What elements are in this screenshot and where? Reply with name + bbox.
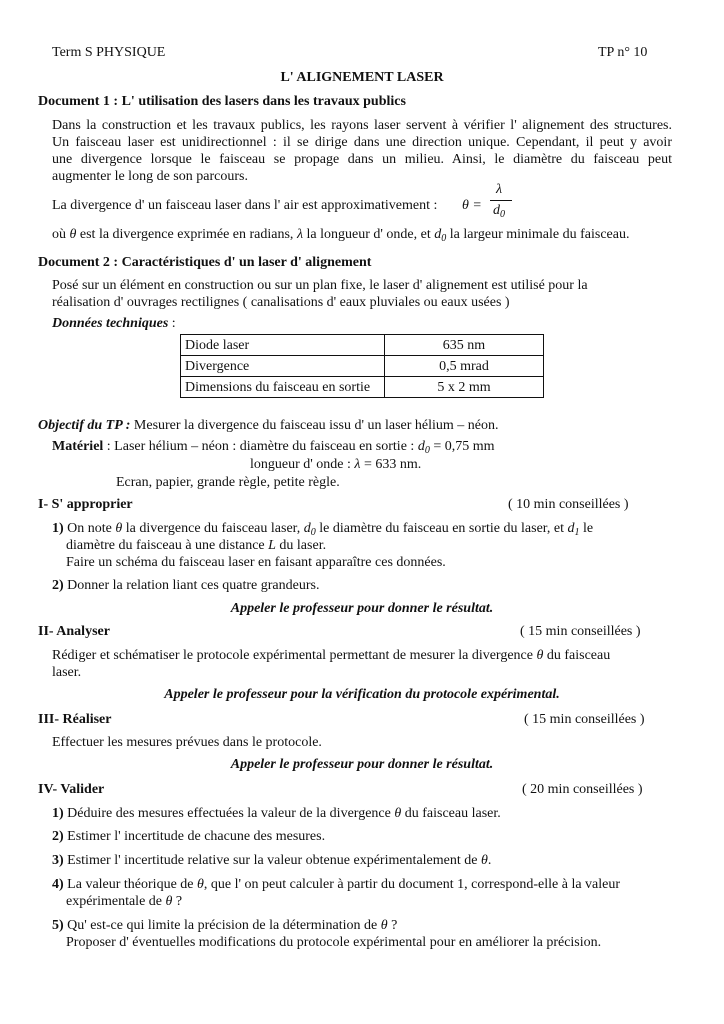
section-3-time: ( 15 min conseillées ) <box>524 712 645 727</box>
doc1-heading: Document 1 : L' utilisation des lasers dans les travaux publics <box>38 94 406 109</box>
objective: Objectif du TP : Mesurer la divergence du faisceau issu d' un laser hélium – néon. <box>38 418 499 433</box>
s4-q3: 3) Estimer l' incertitude relative sur la valeur obtenue expérimentalement de θ. <box>52 853 492 868</box>
s1-q2: 2) Donner la relation liant ces quatre grandeurs. <box>52 578 320 593</box>
table-cell-value: 5 x 2 mm <box>385 377 544 398</box>
doc1-line-4: augmenter le long de son parcours. <box>52 169 248 184</box>
fraction-bar <box>490 200 512 201</box>
s1-q1-line-3: Faire un schéma du faisceau laser en faisant apparaître ces données. <box>66 555 446 570</box>
s2-text-line-1: Rédiger et schématiser le protocole expérimental permettant de mesurer la divergence θ du faisceau <box>52 648 611 663</box>
header-left: Term S PHYSIQUE <box>52 45 166 60</box>
doc1-line-1: Dans la construction et les travaux publics, les rayons laser servent à vérifier l' alignement des structures. <box>52 118 672 133</box>
s4-q5-line-2: Proposer d' éventuelles modifications du protocole expérimental pour en améliorer la précision. <box>66 935 602 950</box>
table-row <box>181 377 544 398</box>
s4-q4-line-1: 4) La valeur théorique de θ, que l' on peut calculer à partir du document 1, correspond-elle à la valeur <box>52 877 621 892</box>
page-title: L' ALIGNEMENT LASER <box>280 70 444 85</box>
tech-table <box>180 334 544 398</box>
section-1-time: ( 10 min conseillées ) <box>508 497 629 512</box>
doc1-line-3: une divergence lorsque le faisceau se propage dans un milieu. Ainsi, le diamètre du faisceau peut <box>52 152 672 167</box>
s4-q1: 1) Déduire des mesures effectuées la valeur de la divergence θ du faisceau laser. <box>52 806 501 821</box>
s1-call-teacher: Appeler le professeur pour donner le résultat. <box>230 601 494 616</box>
material-line-3: Ecran, papier, grande règle, petite règle. <box>116 475 340 490</box>
formula-numerator: λ <box>496 182 503 197</box>
formula-fraction <box>490 181 512 221</box>
section-4-title: IV- Valider <box>38 782 105 797</box>
formula-intro: La divergence d' un faisceau laser dans l' air est approximativement : <box>52 198 438 213</box>
section-3-title: III- Réaliser <box>38 712 112 727</box>
table-row <box>181 356 544 377</box>
header-right: TP n° 10 <box>598 45 648 60</box>
table-cell-label: Divergence <box>181 356 385 377</box>
s2-call-teacher: Appeler le professeur pour la vérification du protocole expérimental. <box>164 687 560 702</box>
table-cell-value: 635 nm <box>385 335 544 356</box>
formula-denominator: $d_0$ <box>493 203 505 220</box>
s2-text-line-2: laser. <box>52 665 82 680</box>
s1-q1-line-1: 1) On note θ la divergence du faisceau laser, $d_0$ le diamètre du faisceau en sortie du laser, et $d_1$ le <box>52 521 594 538</box>
doc2-line-2: réalisation d' ouvrages rectilignes ( canalisations d' eaux pluviales ou eaux usées ) <box>52 295 510 310</box>
formula-lhs: θ = <box>462 198 482 213</box>
s4-q5-line-1: 5) Qu' est-ce qui limite la précision de la détermination de θ ? <box>52 918 398 933</box>
section-2-time: ( 15 min conseillées ) <box>520 624 641 639</box>
material-line-1: Matériel : Laser hélium – néon : diamètre du faisceau en sortie : $d_0 = 0,75$ mm <box>52 439 495 456</box>
tech-data-label: Données techniques : <box>52 316 176 331</box>
doc1-definitions: où θ est la divergence exprimée en radians, λ la longueur d' onde, et $d_0$ la largeur minimale du faisceau. <box>52 227 630 244</box>
s1-q1-line-2: diamètre du faisceau à une distance L du laser. <box>66 538 327 553</box>
section-2-title: II- Analyser <box>38 624 110 639</box>
section-1-title: I- S' approprier <box>38 497 133 512</box>
table-cell-value: 0,5 mrad <box>385 356 544 377</box>
material-line-2: longueur d' onde : λ = 633 nm. <box>250 457 422 472</box>
doc1-line-2: Un faisceau laser est unidirectionnel : il se dirige dans une direction unique. Cependant, il peut y avoir <box>52 135 672 150</box>
s4-q2: 2) Estimer l' incertitude de chacune des mesures. <box>52 829 326 844</box>
table-cell-label: Dimensions du faisceau en sortie <box>181 377 385 398</box>
s3-call-teacher: Appeler le professeur pour donner le résultat. <box>230 757 494 772</box>
s3-text: Effectuer les mesures prévues dans le protocole. <box>52 735 322 750</box>
s4-q4-line-2: expérimentale de θ ? <box>66 894 183 909</box>
doc2-line-1: Posé sur un élément en construction ou sur un plan fixe, le laser d' alignement est utilisé pour la <box>52 278 588 293</box>
doc2-heading: Document 2 : Caractéristiques d' un laser d' alignement <box>38 255 372 270</box>
table-row <box>181 335 544 356</box>
section-4-time: ( 20 min conseillées ) <box>522 782 643 797</box>
table-cell-label: Diode laser <box>181 335 385 356</box>
